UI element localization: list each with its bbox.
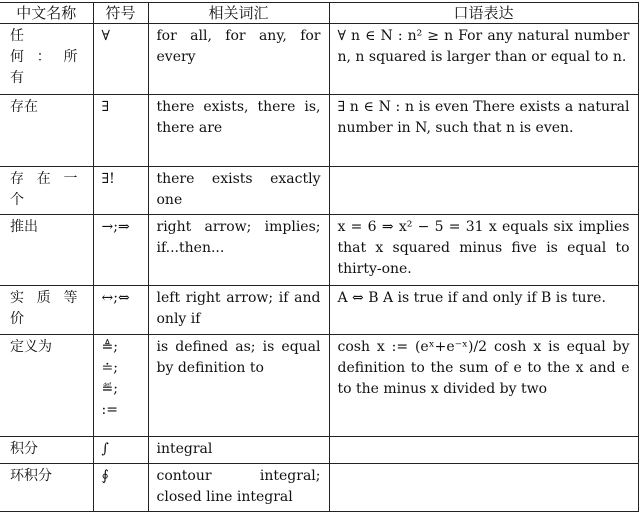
header-row [0, 3, 638, 24]
symbol-line: := [101, 402, 118, 419]
related-words-cell: is defined as; is equal by definition to [148, 335, 329, 437]
header-chinese-name: 中文名称 [0, 3, 93, 24]
chinese-name-cell: 定义为 [0, 335, 93, 437]
symbol-line: →;⇒ [101, 218, 130, 235]
related-words-cell: there exists exactly one [148, 166, 329, 214]
symbol-line: ≜; [101, 339, 118, 356]
math-symbols-table [0, 2, 639, 512]
table-row [0, 286, 638, 335]
symbol-line: ∀ [101, 28, 110, 44]
header-symbol: 符号 [93, 3, 148, 24]
symbol-line: ≝; [101, 381, 118, 398]
spoken-expression-cell: ∃ n ∈ N : n is even There exists a natural number in N, such that n is even. [329, 95, 638, 166]
related-words-cell: integral [148, 437, 329, 464]
chinese-name-cell: 任 何：所有 [0, 24, 93, 95]
table-row [0, 437, 638, 464]
spoken-expression-cell: ∀ n ∈ N : n² ≥ n For any natural number n, n squared is larger than or equal to n. [329, 24, 638, 95]
table-row [0, 24, 638, 95]
spoken-expression-cell [329, 437, 638, 464]
symbol-cell [93, 437, 148, 464]
chinese-name-cell: 存在一个 [0, 166, 93, 214]
symbol-cell [93, 286, 148, 335]
spoken-expression-cell [329, 166, 638, 214]
symbol-line: ≐; [101, 360, 118, 377]
table-row [0, 166, 638, 214]
table-row [0, 214, 638, 285]
spoken-expression-cell: A ⇔ B A is true if and only if B is ture. [329, 286, 638, 335]
header-spoken-expression: 口语表达 [329, 3, 638, 24]
chinese-name-cell: 环积分 [0, 463, 93, 511]
related-words-cell: right arrow; implies; if...then... [148, 214, 329, 285]
related-words-cell: there exists, there is, there are [148, 95, 329, 166]
symbol-line: ↔;⇔ [101, 290, 130, 307]
symbol-cell [93, 24, 148, 95]
header-related-words: 相关词汇 [148, 3, 329, 24]
table-row [0, 463, 638, 511]
chinese-name-cell: 积分 [0, 437, 93, 464]
related-words-cell: for all, for any, for every [148, 24, 329, 95]
symbol-cell [93, 214, 148, 285]
symbol-cell [93, 95, 148, 166]
symbol-line: ∃ [101, 99, 110, 116]
table-row [0, 335, 638, 437]
symbol-cell [93, 335, 148, 437]
spoken-expression-cell [329, 463, 638, 511]
table-row [0, 95, 638, 166]
chinese-name-cell: 存在 [0, 95, 93, 166]
related-words-cell: contour integral; closed line integral [148, 463, 329, 511]
spoken-expression-cell: cosh x := (eˣ+e⁻ˣ)/2 cosh x is equal by definition to the sum of e to the x and e to the minus x divided by two [329, 335, 638, 437]
symbol-line: ∫ [101, 441, 109, 458]
related-words-cell: left right arrow; if and only if [148, 286, 329, 335]
chinese-name-cell: 推出 [0, 214, 93, 285]
symbol-line: ∃! [101, 170, 115, 187]
symbol-cell [93, 166, 148, 214]
chinese-name-cell: 实质等价 [0, 286, 93, 335]
spoken-expression-cell: x = 6 ⇒ x² − 5 = 31 x equals six implies that x squared minus five is equal to thirty-one. [329, 214, 638, 285]
symbol-line: ∮ [101, 467, 109, 484]
symbol-cell [93, 463, 148, 511]
